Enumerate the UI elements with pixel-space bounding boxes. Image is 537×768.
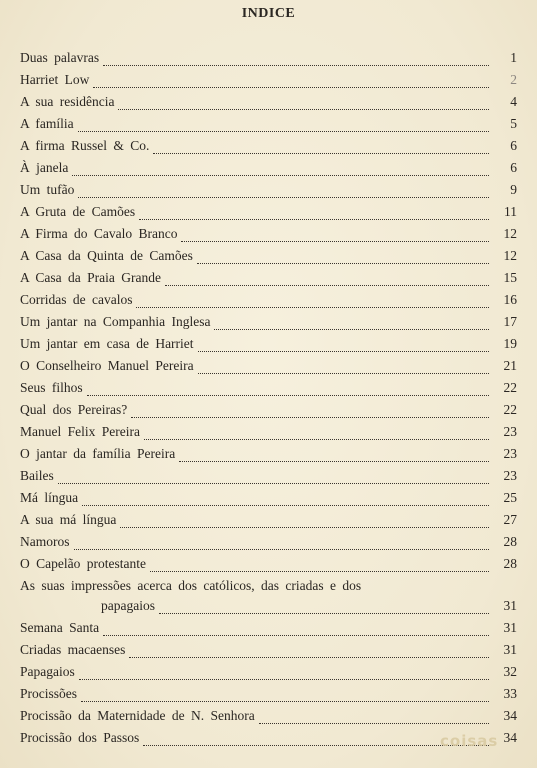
- toc-entry: [20, 248, 517, 270]
- toc-entry: [20, 686, 517, 708]
- toc-entry: [20, 160, 517, 182]
- dot-leader: [198, 351, 489, 352]
- dot-leader: [131, 417, 489, 418]
- dot-leader: [82, 505, 489, 506]
- dot-leader: [129, 657, 489, 658]
- dot-leader: [74, 549, 490, 550]
- toc-entry: [20, 708, 517, 730]
- toc-entry-page: 34: [503, 708, 517, 723]
- toc-entry: [20, 358, 517, 380]
- toc-entry-multiline-continuation: [20, 598, 517, 620]
- toc-entry-page: 27: [503, 512, 517, 527]
- toc-entry-page: 23: [503, 468, 517, 483]
- toc-entry: [20, 270, 517, 292]
- toc-entry-title-continued: papagaios: [101, 598, 155, 613]
- dot-leader: [103, 635, 489, 636]
- table-of-contents: [20, 50, 517, 752]
- toc-entry: [20, 556, 517, 578]
- toc-entry: [20, 468, 517, 490]
- dot-leader: [153, 153, 489, 154]
- toc-entry: [20, 620, 517, 642]
- toc-entry: [20, 94, 517, 116]
- toc-entry-page: 4: [510, 94, 517, 109]
- dot-leader: [118, 109, 489, 110]
- toc-entry-title: O jantar da família Pereira: [20, 446, 176, 461]
- toc-entry-page: 31: [503, 598, 517, 613]
- toc-entry-title: A Casa da Praia Grande: [20, 270, 161, 285]
- toc-entry-page: 1: [510, 50, 517, 65]
- dot-leader: [93, 87, 489, 88]
- dot-leader: [198, 373, 489, 374]
- toc-entry: [20, 226, 517, 248]
- dot-leader: [87, 395, 489, 396]
- toc-entry-page: 31: [503, 620, 517, 635]
- toc-entry-title: A firma Russel & Co.: [20, 138, 150, 153]
- dot-leader: [139, 219, 489, 220]
- dot-leader: [143, 745, 489, 746]
- dot-leader: [197, 263, 489, 264]
- toc-entry-page: 12: [503, 226, 517, 241]
- dot-leader: [144, 439, 489, 440]
- toc-entry-title: Seus filhos: [20, 380, 83, 395]
- toc-entry-page: 31: [503, 642, 517, 657]
- toc-entry-page: 23: [503, 446, 517, 461]
- watermark-logo: coisas: [440, 732, 499, 750]
- toc-entry: [20, 446, 517, 468]
- toc-entry: [20, 336, 517, 358]
- toc-entry: [20, 50, 517, 72]
- toc-entry-title: O Conselheiro Manuel Pereira: [20, 358, 194, 373]
- dot-leader: [181, 241, 489, 242]
- toc-entry-title: À janela: [20, 160, 69, 175]
- dot-leader: [150, 571, 489, 572]
- toc-entry: [20, 380, 517, 402]
- dot-leader: [58, 483, 489, 484]
- toc-entry: [20, 424, 517, 446]
- toc-entry-title: Má língua: [20, 490, 79, 505]
- toc-entry-page: 5: [510, 116, 517, 131]
- toc-entry-title: O Capelão protestante: [20, 556, 146, 571]
- toc-entry-page: 11: [504, 204, 517, 219]
- toc-entry: [20, 204, 517, 226]
- dot-leader: [81, 701, 489, 702]
- toc-entry: [20, 664, 517, 686]
- toc-entry-page: 9: [510, 182, 517, 197]
- toc-entry-title: A família: [20, 116, 74, 131]
- toc-entry: [20, 512, 517, 534]
- toc-entry-page: 15: [503, 270, 517, 285]
- toc-entry-page: 12: [503, 248, 517, 263]
- toc-entry: [20, 314, 517, 336]
- dot-leader: [259, 723, 489, 724]
- page-title: INDICE: [241, 6, 296, 21]
- toc-entry-title: Harriet Low: [20, 72, 90, 87]
- toc-entry-page: 22: [503, 380, 517, 395]
- toc-entry-title: Papagaios: [20, 664, 75, 679]
- dot-leader: [120, 527, 489, 528]
- toc-entry-title: Procissão da Maternidade de N. Senhora: [20, 708, 255, 723]
- toc-entry: [20, 534, 517, 556]
- toc-entry-title: Procissão dos Passos: [20, 730, 140, 745]
- dot-leader: [78, 197, 489, 198]
- toc-entry-page: 22: [503, 402, 517, 417]
- toc-entry-page: 25: [503, 490, 517, 505]
- toc-entry-title: A sua má língua: [20, 512, 117, 527]
- toc-entry-page: 6: [510, 160, 517, 175]
- toc-entry-page: 34: [503, 730, 517, 745]
- toc-entry-page: 33: [503, 686, 517, 701]
- toc-entry-title: Namoros: [20, 534, 70, 549]
- dot-leader: [165, 285, 489, 286]
- toc-entry-page: 21: [503, 358, 517, 373]
- toc-entry-title: A Gruta de Camões: [20, 204, 136, 219]
- toc-entry-title: Corridas de cavalos: [20, 292, 133, 307]
- toc-entry-title: Um jantar em casa de Harriet: [20, 336, 194, 351]
- toc-entry-page: 17: [503, 314, 517, 329]
- toc-entry-title: Procissões: [20, 686, 77, 701]
- toc-entry-title: Qual dos Pereiras?: [20, 402, 128, 417]
- toc-entry-page: 2: [510, 72, 517, 87]
- toc-entry-page: 28: [503, 534, 517, 549]
- toc-entry-title: Criadas macaenses: [20, 642, 126, 657]
- toc-entry: [20, 72, 517, 94]
- dot-leader: [78, 131, 489, 132]
- toc-entry-title: Duas palavras: [20, 50, 100, 65]
- toc-entry-title: A Casa da Quinta de Camões: [20, 248, 193, 263]
- toc-entry: [20, 642, 517, 664]
- toc-entry: [20, 116, 517, 138]
- toc-entry: [20, 138, 517, 160]
- toc-entry: [20, 292, 517, 314]
- toc-entry-page: 28: [503, 556, 517, 571]
- toc-entry-title: A Firma do Cavalo Branco: [20, 226, 178, 241]
- dot-leader: [159, 613, 489, 614]
- toc-entry-title: Bailes: [20, 468, 54, 483]
- toc-entry: [20, 402, 517, 424]
- dot-leader: [136, 307, 489, 308]
- dot-leader: [72, 175, 489, 176]
- toc-entry-title: Semana Santa: [20, 620, 100, 635]
- toc-entry-multiline: [20, 578, 517, 598]
- toc-entry: [20, 490, 517, 512]
- toc-entry-page: 6: [510, 138, 517, 153]
- toc-entry-title: As suas impressões acerca dos católicos, das criadas e dos: [20, 578, 362, 593]
- toc-entry-title: Manuel Felix Pereira: [20, 424, 140, 439]
- toc-entry: [20, 182, 517, 204]
- toc-entry-title: Um jantar na Companhia Inglesa: [20, 314, 211, 329]
- toc-entry-page: 19: [503, 336, 517, 351]
- toc-entry-page: 23: [503, 424, 517, 439]
- dot-leader: [214, 329, 489, 330]
- toc-entry-title: A sua residência: [20, 94, 115, 109]
- toc-entry-page: 32: [503, 664, 517, 679]
- toc-entry-page: 16: [503, 292, 517, 307]
- dot-leader: [103, 65, 489, 66]
- toc-entry-title: Um tufão: [20, 182, 75, 197]
- dot-leader: [179, 461, 489, 462]
- toc-entries: [20, 50, 517, 578]
- dot-leader: [79, 679, 489, 680]
